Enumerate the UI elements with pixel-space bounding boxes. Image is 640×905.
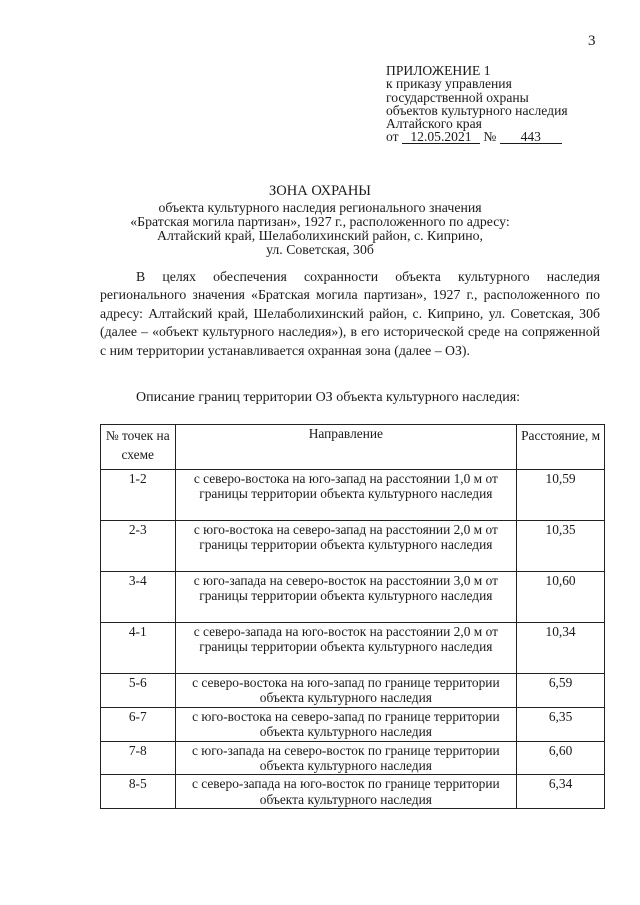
cell-points: 1-2 [101,470,176,521]
order-date: 12.05.2021 [402,131,480,144]
table-row [101,674,605,708]
cell-points: 5-6 [101,674,176,708]
body-paragraph: В целях обеспечения сохранности объекта культурного наследия регионального значения «Братская могила партизан», 1927 г., расположенного по адресу: Алтайский край, Шелаболихинский район, с. Киприно, ул. Советская, 30б (далее – «объект культурного наследия»), в его исторической среде на сопряженной с ним территории устанавливается охранная зона (далее – ОЗ). [100,269,600,358]
cell-points: 2-3 [101,521,176,572]
cell-distance: 6,60 [517,741,605,775]
appendix-line: Алтайского края [386,116,482,132]
cell-points: 6-7 [101,707,176,741]
table-header-row [101,425,605,470]
cell-direction: с юго-востока на северо-запад по границе территории объекта культурного наследия [175,707,517,741]
cell-distance: 10,34 [517,623,605,674]
table-row [101,775,605,809]
title-line: ул. Советская, 30б [266,242,374,257]
order-number: 443 [500,131,562,144]
header-direction: Направление [175,425,517,470]
boundary-table [100,424,605,809]
cell-distance: 6,35 [517,707,605,741]
cell-direction: с юго-запада на северо-восток на расстоянии 3,0 м от границы территории объекта культурного наследия [175,572,517,623]
appendix-line: государственной охраны [386,89,529,105]
date-prefix: от [386,129,399,145]
appendix-title: ПРИЛОЖЕНИЕ 1 [386,63,491,78]
cell-points: 7-8 [101,741,176,775]
appendix-line: объектов культурного наследия [386,102,568,118]
cell-points: 8-5 [101,775,176,809]
cell-direction: с юго-запада на северо-восток по границе территории объекта культурного наследия [175,741,517,775]
cell-distance: 10,35 [517,521,605,572]
header-distance: Расстояние, м [517,425,605,470]
cell-direction: с северо-востока на юго-запад на расстоянии 1,0 м от границы территории объекта культурного наследия [175,470,517,521]
number-prefix: № [483,129,497,145]
cell-direction: с северо-запада на юго-восток по границе территории объекта культурного наследия [175,775,517,809]
table-row [101,623,605,674]
title-line: объекта культурного наследия регионального значения [158,200,482,215]
appendix-header [386,64,568,144]
table-row [101,521,605,572]
title-line: Алтайский край, Шелаболихинский район, с. Киприно, [157,228,483,243]
title-line: «Братская могила партизан», 1927 г., расположенного по адресу: [130,214,510,229]
appendix-date-line [386,130,568,144]
cell-points: 4-1 [101,623,176,674]
cell-points: 3-4 [101,572,176,623]
cell-distance: 6,59 [517,674,605,708]
table-row [101,572,605,623]
cell-distance: 10,60 [517,572,605,623]
title-heading: ЗОНА ОХРАНЫ [269,183,371,199]
cell-direction: с северо-востока на юго-запад по границе территории объекта культурного наследия [175,674,517,708]
cell-distance: 10,59 [517,470,605,521]
appendix-line: к приказу управления [386,76,512,92]
cell-direction: с северо-запада на юго-восток на расстоянии 2,0 м от границы территории объекта культурного наследия [175,623,517,674]
table-row [101,741,605,775]
table-row [101,470,605,521]
header-points: № точек на схеме [101,425,176,470]
table-row [101,707,605,741]
document-title [0,184,640,257]
page-number: 3 [588,33,596,49]
table-caption: Описание границ территории ОЗ объекта культурного наследия: [136,390,521,405]
cell-distance: 6,34 [517,775,605,809]
cell-direction: с юго-востока на северо-запад на расстоянии 2,0 м от границы территории объекта культурного наследия [175,521,517,572]
